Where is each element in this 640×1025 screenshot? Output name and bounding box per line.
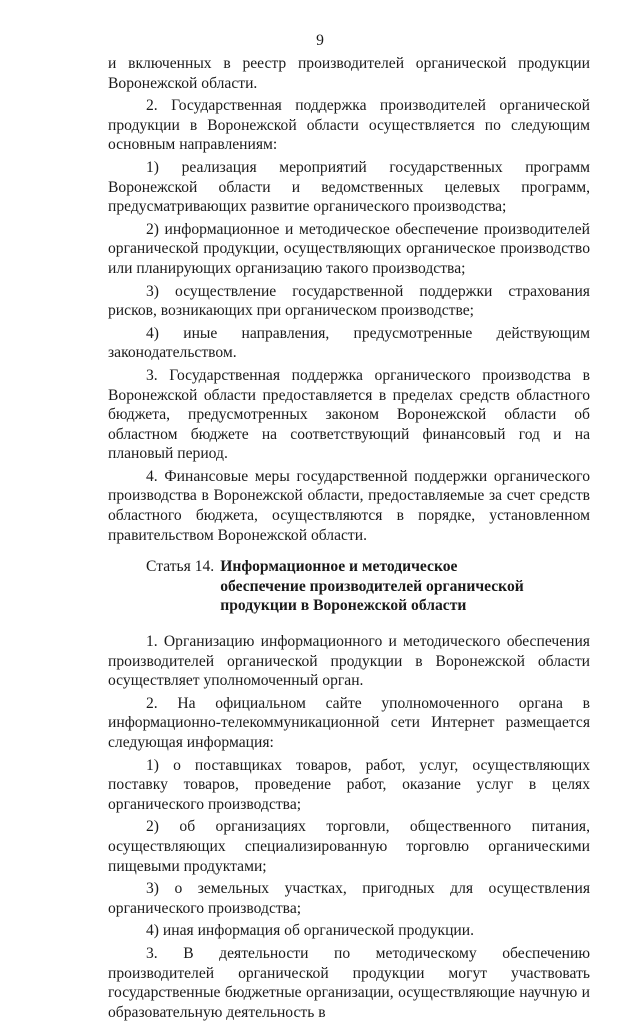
info-item-1: 1) о поставщиках товаров, работ, услуг, осуществляющих поставку товаров, проведение работ, оказание услуг в целях органического производства;	[108, 756, 590, 813]
list-item-1: 1) реализация мероприятий государственных программ Воронежской области и ведомственных целевых программ, предусматривающих развитие органического производства;	[108, 158, 590, 216]
info-item-3: 3) о земельных участках, пригодных для осуществления органического производства;	[108, 880, 590, 917]
paragraph-clause-3b: 3. В деятельности по методическому обеспечению производителей органической продукции могут участвовать государственные бюджетные организации, осуществляющие научную и образовательную деятельность в	[108, 944, 590, 1021]
paragraph-clause-2b: 2. На официальном сайте уполномоченного органа в информационно-телекоммуникационной сети Интернет размещается следующая информация:	[108, 694, 590, 751]
article-title: Информационное и методическое обеспечение производителей органической продукции в Воронежской области	[220, 558, 524, 615]
document-body	[108, 54, 590, 1025]
article-heading	[108, 557, 590, 616]
list-item-4: 4) иные направления, предусмотренные действующим законодательством.	[108, 324, 590, 362]
list-item-3: 3) осуществление государственной поддержки страхования рисков, возникающих при органическом производстве;	[108, 282, 590, 320]
info-item-2: 2) об организациях торговли, общественного питания, осуществляющих специализированную торговлю органическими пищевыми продуктами;	[108, 818, 590, 875]
page-number: 9	[316, 32, 324, 49]
info-item-4: 4) иная информация об органической продукции.	[146, 922, 475, 940]
paragraph-clause-3: 3. Государственная поддержка органического производства в Воронежской области предоставляется в пределах средств областного бюджета, предусмотренных законом Воронежской области об областном бюджете на соответствующий финансовый год и на плановый период.	[108, 366, 590, 463]
paragraph-clause-4: 4. Финансовые меры государственной поддержки органического производства в Воронежской области, предоставляемые за счет средств областного бюджета, осуществляются в порядке, установленном правительством Воронежской области.	[108, 467, 590, 544]
list-item-2: 2) информационное и методическое обеспечение производителей органической продукции, осуществляющих органическое производство или планирующих организацию такого производства;	[108, 220, 590, 277]
article-label: Статья 14.	[146, 558, 215, 576]
paragraph-continuation: и включенных в реестр производителей органической продукции Воронежской области.	[108, 55, 590, 92]
paragraph-clause-2: 2. Государственная поддержка производителей органической продукции в Воронежской области осуществляется по следующим основным направлениям:	[108, 97, 590, 154]
paragraph-clause-1: 1. Организацию информационного и методического обеспечения производителей органической продукции в Воронежской области осуществляет уполномоченный орган.	[108, 633, 590, 690]
